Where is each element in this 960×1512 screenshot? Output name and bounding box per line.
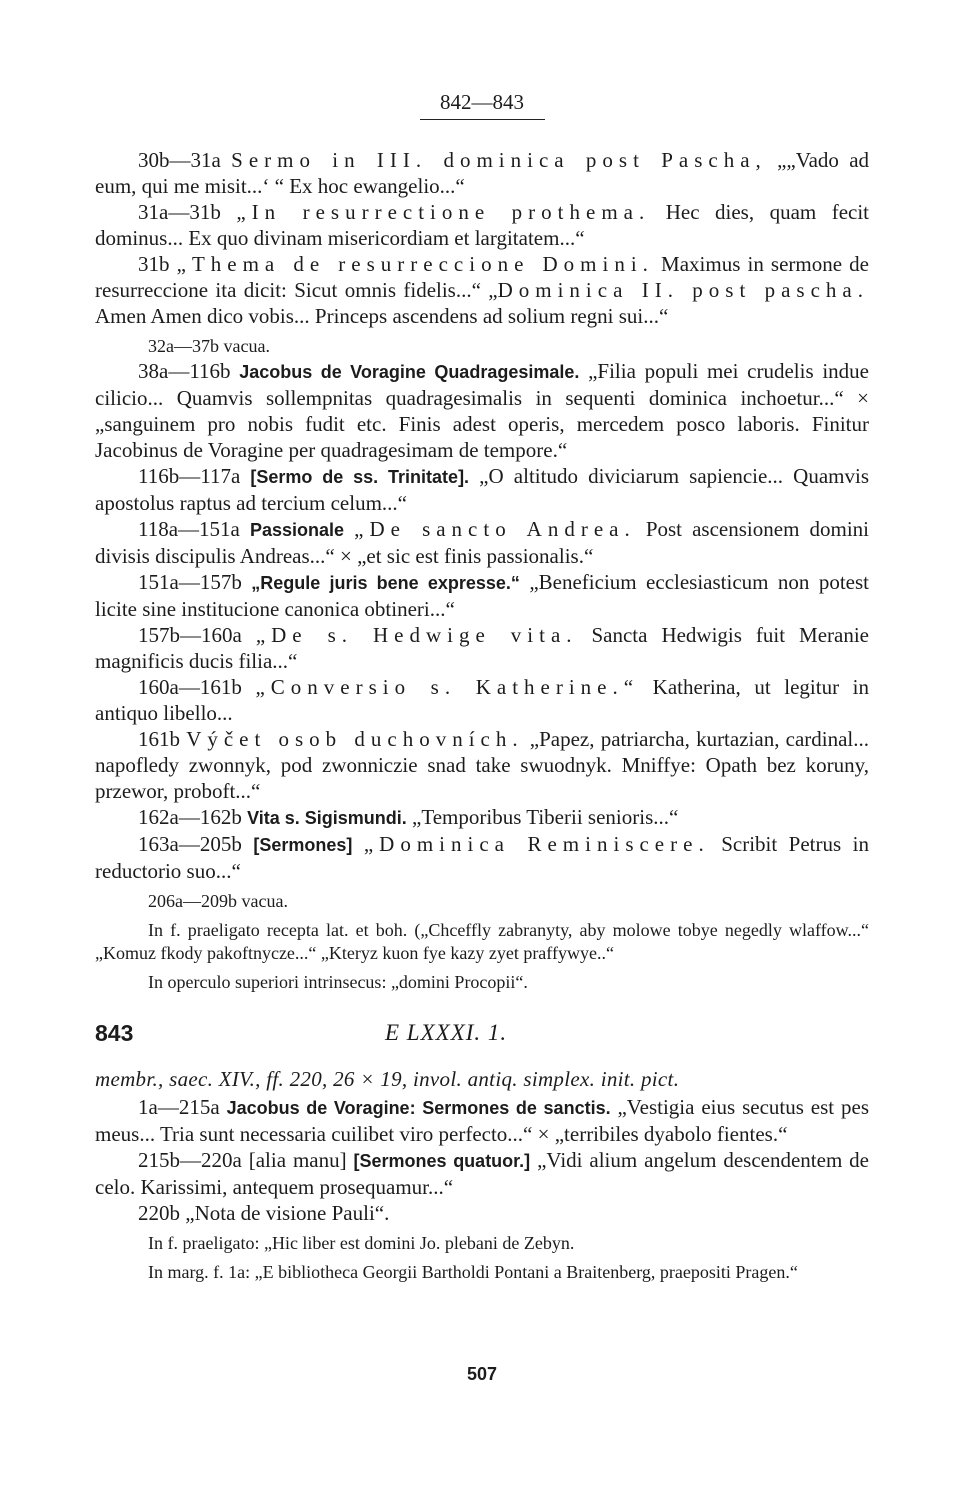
shelf-signature: E LXXXI. 1. xyxy=(385,1020,508,1045)
running-header: 842—843 xyxy=(440,90,524,114)
folio-range: 30b—31a xyxy=(138,148,221,172)
item-title-bold: Vita s. Sigismundi. xyxy=(247,808,407,828)
item-title-spaced: Sermo in III. dominica post Pascha, xyxy=(231,148,767,172)
item-title-spaced: „Conversio s. Katherine.“ xyxy=(255,675,640,699)
item-text: Post ascensionem domini divisis discipulis Andreas...“ × „et sic est finis passionalis.“ xyxy=(95,517,870,568)
folio-range: 118a—151a xyxy=(138,517,240,541)
item-text: In operculo superiori intrinsecus: „domini Procopii“. xyxy=(148,972,528,992)
folio-range: 157b—160a xyxy=(138,623,242,647)
item-text: Sancta Hedwigis fuit Meranie magnificis ducis filia...“ xyxy=(95,623,870,673)
folio-range: 31a—31b xyxy=(138,200,221,224)
catalog-item xyxy=(95,251,869,329)
item-title-bold: „Regule juris bene expresse.“ xyxy=(251,573,520,593)
item-title-spaced: „In resurrectione prothema. xyxy=(236,200,651,224)
catalog-item xyxy=(95,804,869,831)
catalog-item xyxy=(95,358,869,463)
catalog-item xyxy=(95,971,869,994)
folio-range: 32a—37b xyxy=(148,336,219,356)
catalog-item xyxy=(95,1261,869,1284)
folio-range: 151a—157b xyxy=(138,570,242,594)
item-text: Scribit Petrus in reductorio suo...“ xyxy=(95,832,870,883)
item-title-bold: Passionale xyxy=(249,520,345,540)
catalog-item xyxy=(95,516,869,569)
item-title-spaced: „De s. Hedwige vita. xyxy=(255,623,578,647)
catalog-body xyxy=(95,147,869,1284)
catalog-item xyxy=(95,622,869,674)
folio-range: 31b xyxy=(138,252,170,276)
item-text: Amen Amen dico vobis... Princeps ascendens ad solium regni sui...“ xyxy=(95,304,669,328)
folio-range: 160a—161b xyxy=(138,675,242,699)
catalog-item xyxy=(95,726,869,804)
item-text: „Nota de visione Pauli“. xyxy=(180,1201,390,1225)
folio-range: 162a—162b xyxy=(138,805,242,829)
catalog-item xyxy=(95,199,869,251)
catalog-item xyxy=(95,890,869,913)
folio-range: 38a—116b xyxy=(138,359,231,383)
folio-range: 161b xyxy=(138,727,180,751)
item-text: Katherina, ut legitur in antiquo libello... xyxy=(95,675,870,725)
catalog-item xyxy=(95,569,869,622)
item-text: vacua. xyxy=(237,891,288,911)
item-text: „„Vado ad eum, qui me misit...‘ “ Ex hoc ewangelio...“ xyxy=(95,148,870,198)
item-text: „Filia populi mei crudelis indue cilicio... Quamvis sollempnitas quadragesimalis in sequenti dominica inchoetur...“ × „sanguinem pro nobis fudit etc. Finis adest operis, mercedem posco laboris. Finitur Jacobinus de Voragine per quadragesimam de tempore.“ xyxy=(95,359,869,462)
item-text: „O altitudo diviciarum sapiencie... Quamvis apostolus raptus ad tercium celum...“ xyxy=(95,464,869,515)
entry-number: 843 xyxy=(95,1020,134,1046)
item-text: „Vidi alium angelum descendentem de celo. Karissimi, antequem prosequamur...“ xyxy=(95,1148,870,1199)
item-note: [alia manu] xyxy=(241,1148,354,1172)
item-text: In f. praeligato: „Hic liber est domini Jo. plebani de Zebyn. xyxy=(148,1233,575,1253)
item-title-spaced: Dominica II. post pascha. xyxy=(497,278,869,302)
catalog-item xyxy=(95,674,869,726)
item-text: In f. praeligato recepta lat. et boh. („Chceffly zabranyty, aby molowe tobye negedly wlaffow...“ „Komuz fkody pakoftnycze...“ „Kteryz kuon fye kazy zyet praffywye..“ xyxy=(95,920,869,963)
item-title-bold: [Sermones quatuor.] xyxy=(353,1151,531,1171)
entry-843-heading xyxy=(95,1020,869,1060)
item-title-spaced: Výčet osob duchovních. xyxy=(186,727,524,751)
item-text: vacua. xyxy=(219,336,270,356)
entry-843-items xyxy=(95,1094,869,1284)
folio-range: 116b—117a xyxy=(138,464,241,488)
catalog-item xyxy=(95,1200,869,1226)
item-title-bold: Jacobus de Voragine: Sermones de sanctis. xyxy=(226,1098,611,1118)
entry-842-items xyxy=(95,147,869,994)
catalog-item xyxy=(95,919,869,965)
item-text: Hec dies, quam fecit dominus... Ex quo divinam misericordiam et largitatem...“ xyxy=(95,200,870,250)
header-rule xyxy=(420,119,545,120)
item-text: „Beneficium ecclesiasticum non potest licite sine institucione canonica obtineri...“ xyxy=(95,570,870,621)
folio-range: 215b—220a xyxy=(138,1148,242,1172)
item-text: „Vestigia eius secutus est pes meus... Tria sunt necessaria cuilibet viro perfecto...“ × „terribiles dyabolo fientes.“ xyxy=(95,1095,870,1146)
item-text: „Papez, patriarcha, kurtazian, cardinal... napofledy zwonnyk, pod zwonniczie snad take swuodnyk. Mniffye: Opath bez koruny, przewor, proboft...“ xyxy=(95,727,870,803)
catalog-item xyxy=(95,1147,869,1200)
item-title-bold: Jacobus de Voragine Quadragesimale. xyxy=(239,362,580,382)
item-title-spaced: „Dominica Reminiscere. xyxy=(363,832,710,856)
catalog-item xyxy=(95,147,869,199)
catalog-item xyxy=(95,1094,869,1147)
item-text: „Temporibus Tiberii senioris...“ xyxy=(406,805,679,829)
folio-range: 206a—209b xyxy=(148,891,237,911)
catalog-item xyxy=(95,1232,869,1255)
catalog-item xyxy=(95,335,869,358)
item-text: In marg. f. 1a: „E bibliotheca Georgii Bartholdi Pontani a Braitenberg, praepositi Pragen.“ xyxy=(148,1262,798,1282)
manuscript-description: membr., saec. XIV., ff. 220, 26 × 19, invol. antiq. simplex. init. pict. xyxy=(95,1067,680,1091)
catalog-item xyxy=(95,831,869,884)
item-title-bold: [Sermo de ss. Trinitate]. xyxy=(250,467,470,487)
catalog-item xyxy=(95,463,869,516)
item-title-bold: [Sermones] xyxy=(253,835,353,855)
item-title-spaced: „De sancto Andrea. xyxy=(354,517,636,541)
page-number: 507 xyxy=(466,1364,498,1384)
item-title-spaced: „Thema de resurreccione Domini. xyxy=(176,252,654,276)
folio-range: 163a—205b xyxy=(138,832,242,856)
folio-range: 220b xyxy=(138,1201,180,1225)
item-text: Maximus in sermone de resurreccione ita dicit: Sicut omnis fidelis...“ „ xyxy=(95,252,869,302)
folio-range: 1a—215a xyxy=(138,1095,220,1119)
